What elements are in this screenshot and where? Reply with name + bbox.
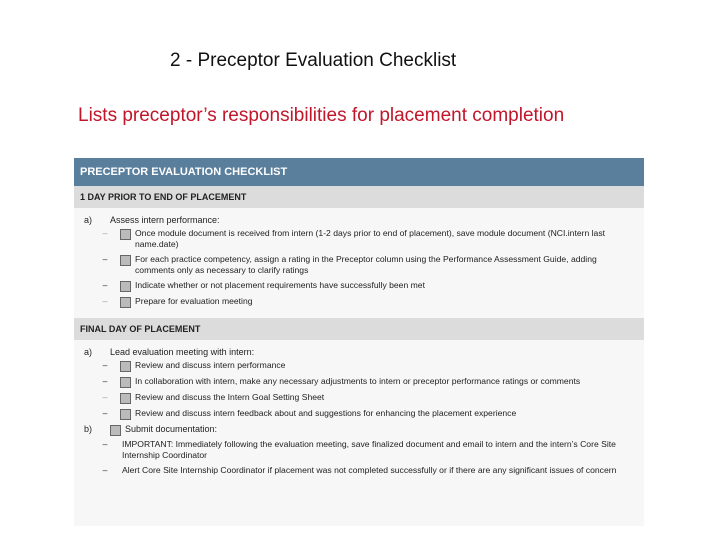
checklist-item: – Review and discuss intern feedback about and suggestions for enhancing the placement experience — [74, 408, 644, 420]
checkbox[interactable] — [120, 409, 131, 420]
group-letter: a) — [84, 347, 93, 357]
checklist-item: – Review and discuss the Intern Goal Setting Sheet — [74, 392, 644, 404]
checklist-item: – Alert Core Site Internship Coordinator if placement was not completed successfully or if there are any significant issues of concern — [74, 465, 644, 476]
section-heading-final-day: FINAL DAY OF PLACEMENT — [74, 318, 644, 340]
checklist-item: – Indicate whether or not placement requirements have successfully been met — [74, 280, 644, 292]
checkbox[interactable] — [120, 361, 131, 372]
item-text: Alert Core Site Internship Coordinator if placement was not completed successfully or if there are any significant issues of concern — [122, 465, 617, 475]
group-assess — [74, 215, 644, 225]
checklist-image — [74, 158, 644, 526]
checkbox[interactable] — [120, 255, 131, 266]
checkbox[interactable] — [120, 297, 131, 308]
item-text: Review and discuss intern performance — [135, 360, 286, 370]
checklist-item: – For each practice competency, assign a rating in the Preceptor column using the Performance Assessment Guide, adding comments only as necessary to clarify ratings — [74, 254, 644, 276]
item-text: Once module document is received from intern (1-2 days prior to end of placement), save module document (NCI.intern last name.date) — [135, 228, 606, 249]
checkbox[interactable] — [110, 425, 121, 436]
section-body-final-day — [74, 340, 644, 486]
group-label: Lead evaluation meeting with intern: — [110, 347, 255, 357]
section-body-day-prior — [74, 208, 644, 318]
checkbox[interactable] — [120, 377, 131, 388]
item-text: In collaboration with intern, make any necessary adjustments to intern or preceptor performance ratings or comments — [135, 376, 581, 386]
slide-title: 2 - Preceptor Evaluation Checklist — [170, 50, 457, 71]
group-label: Submit documentation: — [125, 424, 218, 434]
group-lead-meeting — [74, 347, 644, 357]
checklist-item: – Once module document is received from intern (1-2 days prior to end of placement), save module document (NCI.intern last name.date) — [74, 228, 644, 250]
checklist-item: – In collaboration with intern, make any necessary adjustments to intern or preceptor performance ratings or comments — [74, 376, 644, 388]
group-letter: a) — [84, 215, 93, 225]
checklist-header: PRECEPTOR EVALUATION CHECKLIST — [74, 158, 644, 186]
checklist-item: – Prepare for evaluation meeting — [74, 296, 644, 308]
group-label: Assess intern performance: — [110, 215, 220, 225]
checkbox[interactable] — [120, 229, 131, 240]
item-text: Review and discuss the Intern Goal Setting Sheet — [135, 392, 325, 402]
slide-subtitle: Lists preceptor’s responsibilities for placement completion — [78, 105, 565, 126]
item-text: For each practice competency, assign a rating in the Preceptor column using the Performance Assessment Guide, adding comments only as necessary to clarify ratings — [135, 254, 597, 275]
item-text: IMPORTANT: Immediately following the evaluation meeting, save finalized document and email to intern and the intern’s Core Site Internship Coordinator — [122, 439, 616, 460]
item-text: Review and discuss intern feedback about and suggestions for enhancing the placement experience — [135, 408, 517, 418]
checkbox[interactable] — [120, 281, 131, 292]
group-submit — [74, 424, 644, 436]
checkbox[interactable] — [120, 393, 131, 404]
item-text: Indicate whether or not placement requirements have successfully been met — [135, 280, 425, 290]
group-letter: b) — [84, 424, 93, 434]
checklist-item: – Review and discuss intern performance — [74, 360, 644, 372]
checklist-item: – IMPORTANT: Immediately following the evaluation meeting, save finalized document and email to intern and the intern’s Core Site Internship Coordinator — [74, 439, 644, 461]
item-text: Prepare for evaluation meeting — [135, 296, 253, 306]
section-heading-day-prior: 1 DAY PRIOR TO END OF PLACEMENT — [74, 186, 644, 208]
